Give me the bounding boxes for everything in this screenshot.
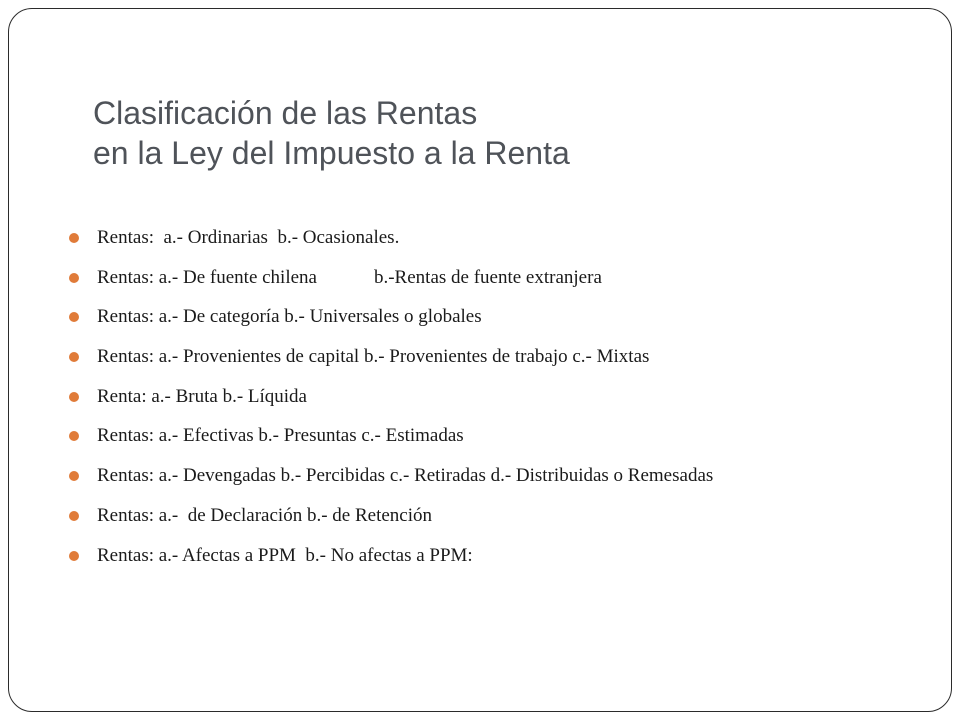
bullet-dot-icon	[69, 233, 79, 243]
bullet-text: Rentas: a.- Efectivas b.- Presuntas c.- Estimadas	[97, 425, 464, 447]
bullet-dot-icon	[69, 511, 79, 521]
bullet-dot-icon	[69, 551, 79, 561]
bullet-item	[69, 306, 713, 346]
bullet-item	[69, 346, 713, 386]
bullet-text: Rentas: a.- Afectas a PPM b.- No afectas a PPM:	[97, 544, 473, 566]
bullet-dot-icon	[69, 431, 79, 441]
title-line-2: en la Ley del Impuesto a la Renta	[93, 135, 570, 171]
bullet-item	[69, 386, 713, 426]
bullet-text: Rentas: a.- Provenientes de capital b.- Provenientes de trabajo c.- Mixtas	[97, 346, 650, 368]
bullet-text: Renta: a.- Bruta b.- Líquida	[97, 385, 307, 407]
bullet-dot-icon	[69, 471, 79, 481]
title-line-1: Clasificación de las Rentas	[93, 95, 478, 131]
bullet-item	[69, 465, 713, 505]
bullet-text: Rentas: a.- De fuente chilena b.-Rentas de fuente extranjera	[97, 266, 602, 288]
slide-frame	[8, 8, 952, 712]
slide-title	[93, 93, 893, 173]
bullet-dot-icon	[69, 392, 79, 402]
bullet-text: Rentas: a.- de Declaración b.- de Retención	[97, 504, 432, 526]
bullet-text: Rentas: a.- Devengadas b.- Percibidas c.- Retiradas d.- Distribuidas o Remesadas	[97, 465, 714, 487]
bullet-item	[69, 227, 713, 267]
bullet-dot-icon	[69, 352, 79, 362]
bullet-text: Rentas: a.- De categoría b.- Universales o globales	[97, 306, 482, 328]
bullet-text: Rentas: a.- Ordinarias b.- Ocasionales.	[97, 227, 400, 248]
bullet-item	[69, 505, 713, 545]
bullet-dot-icon	[69, 273, 79, 283]
bullet-list	[69, 227, 713, 584]
bullet-item	[69, 545, 713, 585]
bullet-item	[69, 425, 713, 465]
bullet-item	[69, 267, 713, 307]
bullet-dot-icon	[69, 312, 79, 322]
